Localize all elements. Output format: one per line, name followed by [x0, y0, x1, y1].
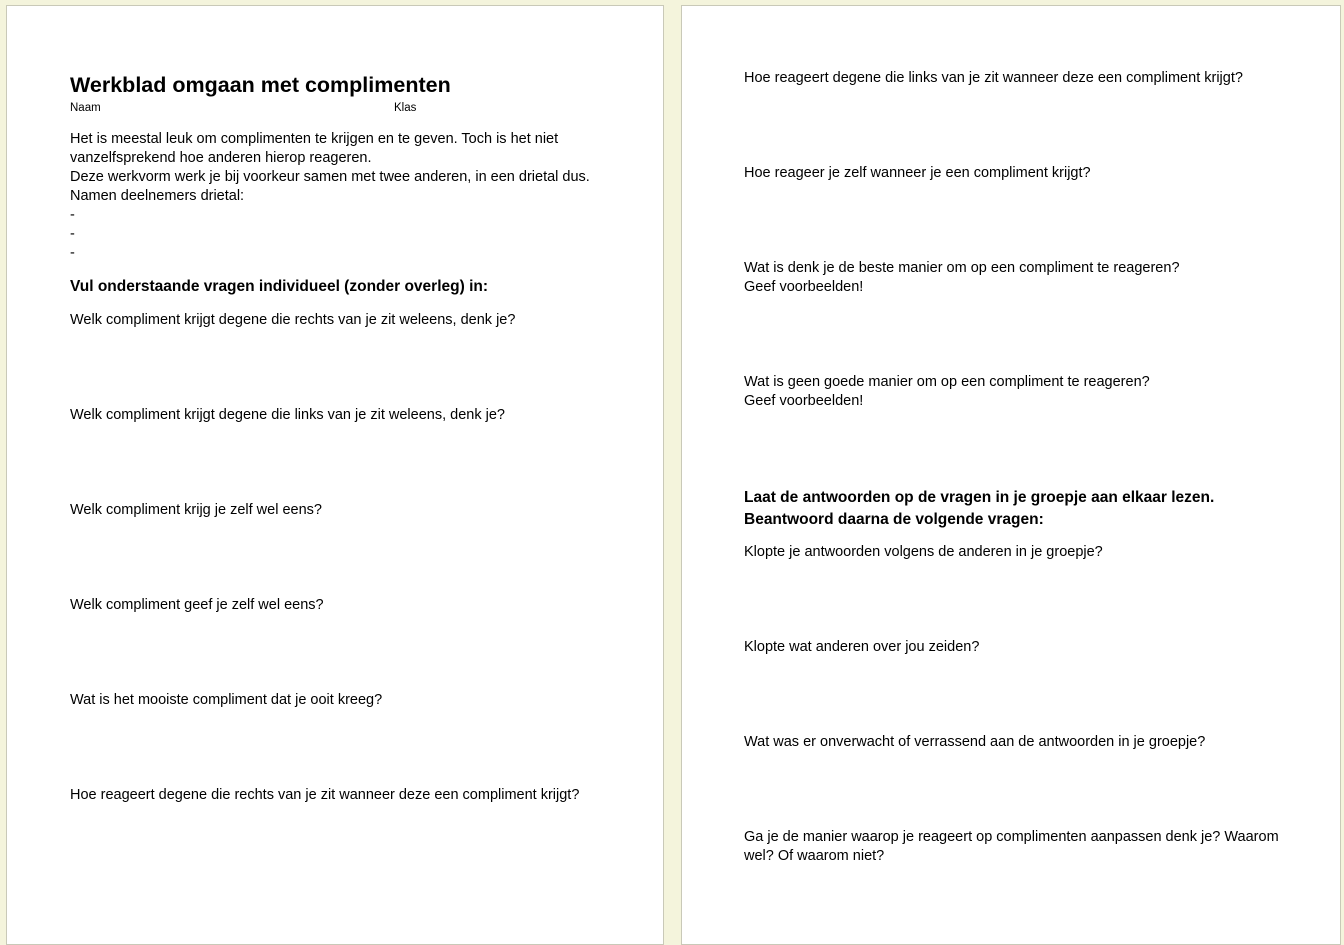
heading-line: Beantwoord daarna de volgende vragen:: [744, 511, 1044, 528]
question: Welk compliment krijgt degene die rechts van je zit weleens, denk je?: [70, 312, 516, 328]
question: Wat is het mooiste compliment dat je ooit kreeg?: [70, 692, 383, 708]
class-label: Klas: [394, 102, 417, 114]
question-line: Hoe reageert degene die links van je zit wanneer deze een compliment krijgt?: [744, 70, 1243, 86]
question-line: Geef voorbeelden!: [744, 279, 864, 295]
question: [744, 69, 1243, 88]
intro-line: Namen deelnemers drietal:: [70, 188, 245, 204]
question: Hoe reageert degene die rechts van je zit wanneer deze een compliment krijgt?: [70, 787, 580, 803]
question-line: wel? Of waarom niet?: [744, 848, 885, 864]
question-line: Wat is denk je de beste manier om op een compliment te reageren?: [744, 260, 1180, 276]
participant-line: -: [70, 245, 75, 261]
question: Welk compliment krijgt degene die links van je zit weleens, denk je?: [70, 407, 505, 423]
question-line: Klopte wat anderen over jou zeiden?: [744, 639, 980, 655]
question-line: Wat was er onverwacht of verrassend aan de antwoorden in je groepje?: [744, 734, 1206, 750]
group-question: [744, 638, 979, 657]
question: [744, 164, 1091, 183]
participant-line: -: [70, 226, 75, 242]
document-page-1: [6, 5, 664, 945]
heading-line: Laat de antwoorden op de vragen in je groepje aan elkaar lezen.: [744, 489, 1215, 506]
group-question: [744, 543, 1103, 562]
intro-line: Het is meestal leuk om complimenten te krijgen en te geven. Toch is het niet: [70, 131, 559, 147]
group-question: [744, 733, 1205, 752]
intro-line: Deze werkvorm werk je bij voorkeur samen met twee anderen, in een drietal dus.: [70, 169, 590, 185]
intro-text: [70, 130, 590, 263]
section-heading: [744, 487, 1214, 531]
question: [744, 373, 1150, 411]
intro-line: vanzelfsprekend hoe anderen hierop reageren.: [70, 150, 372, 166]
question-line: Wat is geen goede manier om op een compliment te reageren?: [744, 374, 1150, 390]
question-line: Hoe reageer je zelf wanneer je een compliment krijgt?: [744, 165, 1091, 181]
question: Welk compliment krijg je zelf wel eens?: [70, 502, 322, 518]
question: Welk compliment geef je zelf wel eens?: [70, 597, 324, 613]
section-heading: Vul onderstaande vragen individueel (zonder overleg) in:: [70, 278, 489, 295]
name-label: Naam: [70, 102, 101, 114]
question-line: Geef voorbeelden!: [744, 393, 864, 409]
participant-line: -: [70, 207, 75, 223]
question-line: Ga je de manier waarop je reageert op complimenten aanpassen denk je? Waarom: [744, 829, 1279, 845]
question: [744, 259, 1180, 297]
page-title: Werkblad omgaan met complimenten: [70, 73, 451, 97]
group-question: [744, 828, 1279, 866]
document-page-2: [681, 5, 1341, 945]
question-line: Klopte je antwoorden volgens de anderen in je groepje?: [744, 544, 1103, 560]
